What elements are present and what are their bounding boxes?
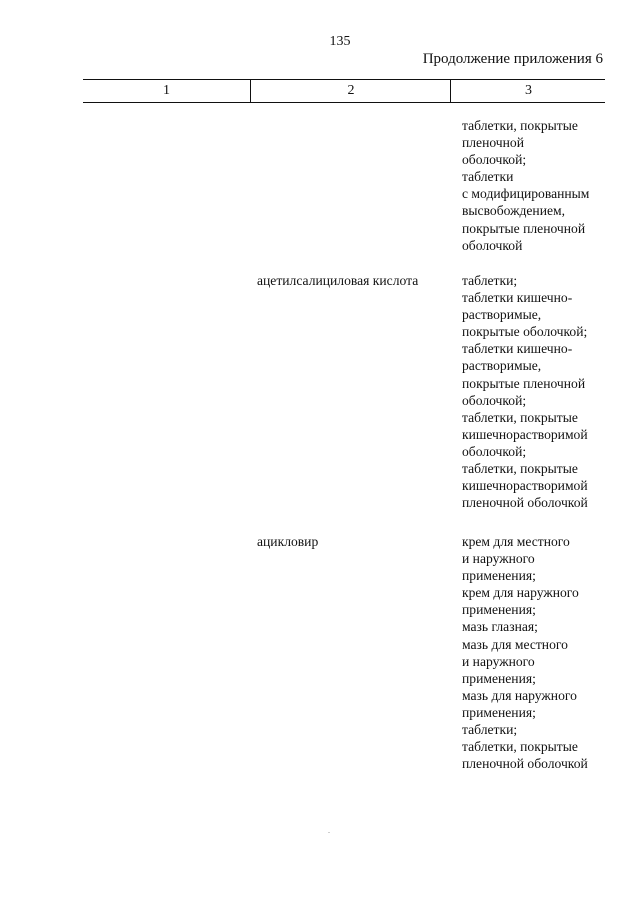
column-header-1: 1 [163,83,170,98]
drug-name-cell: ацетилсалициловая кислота [257,273,419,288]
appendix-continuation-heading: Продолжение приложения 6 [422,51,603,67]
dosage-form-cell: таблетки; таблетки кишечно- растворимые, покрытые оболочкой; таблетки кишечно- растворимые, покрытые пленочной оболочкой; таблетки, покрытые кишечнорастворимой оболочкой; таблетки, покрытые кишечнорастворимой пленочной оболочкой [462,273,588,511]
page-number: 135 [329,34,351,49]
dosage-form-cell: крем для местного и наружного применения; крем для наружного применения; мазь глазная; мазь для местного и наружного применения; мазь для наружного применения; таблетки; таблетки, покрытые пленочной оболочкой [462,534,588,772]
drug-name-cell: ацикловир [257,534,319,549]
dosage-form-cell: таблетки, покрытые пленочной оболочкой; таблетки с модифицированным высвобождением, покрытые пленочной оболочкой [462,118,590,253]
table-header-row [83,79,605,103]
scan-speck [328,832,330,833]
column-header-3: 3 [450,80,606,102]
column-header-2: 2 [250,80,451,102]
